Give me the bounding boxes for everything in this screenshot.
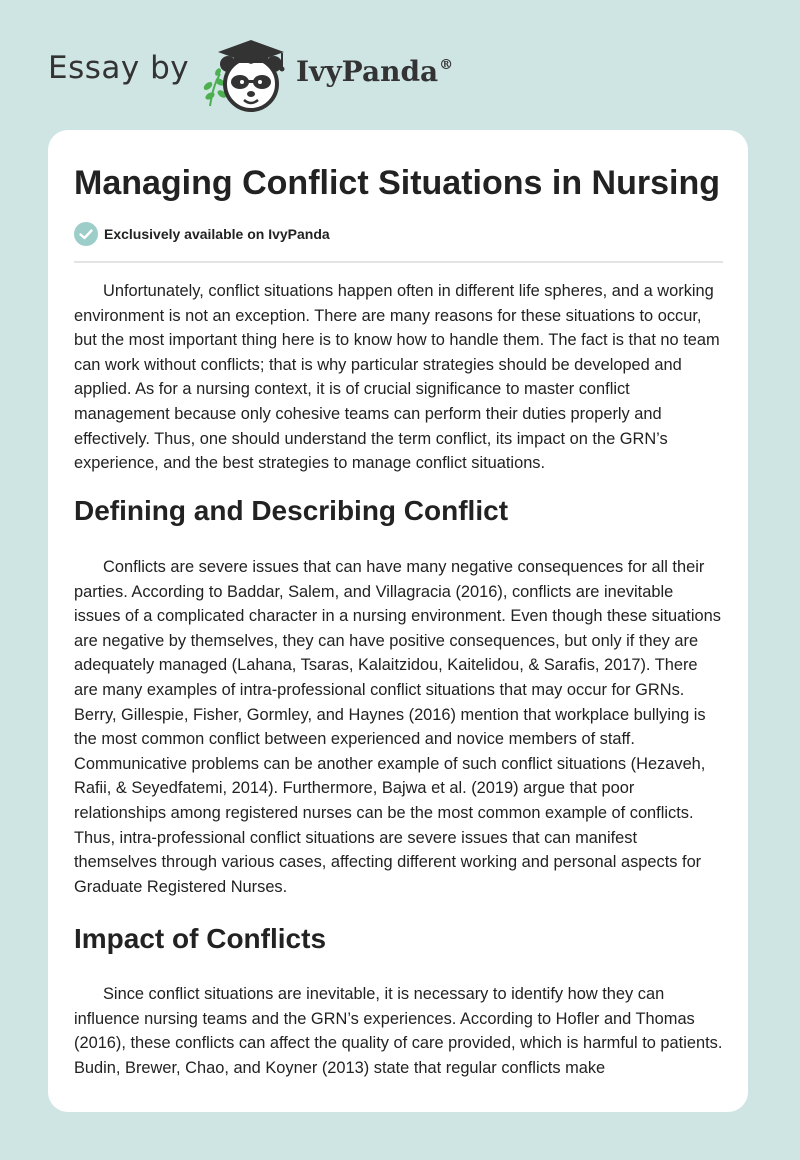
panda-graduate-icon[interactable] [198,34,298,114]
brand-name: IvyPanda [296,55,439,88]
paragraph-defining: Conflicts are severe issues that can have many negative consequences for all their parties. According to Baddar, Salem, and Villagracia (2016), conflicts are inevitable issues of a complicated character in a nursing environment. Even though these situations are negative by themselves, they can have positive consequences, but only if they are adequately managed (Lahana, Tsaras, Kalaitzidou, Kaitelidou, & Sarafis, 2017). There are many examples of intra-professional conflict situations that may occur for GRNs. Berry, Gillespie, Fisher, Gormley, and Haynes (2016) mention that workplace bullying is the most common conflict between experienced and novice members of staff. Communicative problems can be another example of such conflict situations (Hezaveh, Rafii, & Seyedfatemi, 2014). Furthermore, Bajwa et al. (2019) argue that poor relationships among registered nurses can be the most common example of conflicts. Thus, intra-professional conflict situations are severe issues that can manifest themselves through various cases, affecting different working and personal aspects for Graduate Registered Nurses. [74,558,721,896]
divider [74,261,723,263]
badge-text: Exclusively available on IvyPanda [104,226,330,242]
exclusive-badge [74,222,330,246]
site-header [0,0,800,130]
page-title: Managing Conflict Situations in Nursing [74,164,720,202]
paragraph-intro: Unfortunately, conflict situations happen often in different life spheres, and a working environment is not an exception. There are many reasons for these situations to occur, but the most important thing here is to know how to handle them. The fact is that no team can work without conflicts; that is why particular strategies should be developed and applied. As for a nursing context, it is of crucial significance to master conflict management because only cohesive teams can perform their duties properly and effectively. Thus, one should understand the term conflict, its impact on the GRN’s experience, and the best strategies to manage conflict situations. [74,282,720,473]
section-heading-impact: Impact of Conflicts [74,923,327,954]
paragraph-impact: Since conflict situations are inevitable, it is necessary to identify how they can influence nursing teams and the GRN’s experiences. According to Hofler and Thomas (2016), these conflicts can affect the quality of care provided, which is harmful to patients. Budin, Brewer, Chao, and Koyner (2013) state that regular conflicts make [74,985,723,1077]
brand-logo-text[interactable] [296,55,453,88]
essay-by-label: Essay by [48,50,190,86]
essay-card [48,130,748,1112]
registered-mark: ® [439,57,454,73]
check-circle-icon [74,222,98,246]
section-heading-defining: Defining and Describing Conflict [74,495,509,526]
